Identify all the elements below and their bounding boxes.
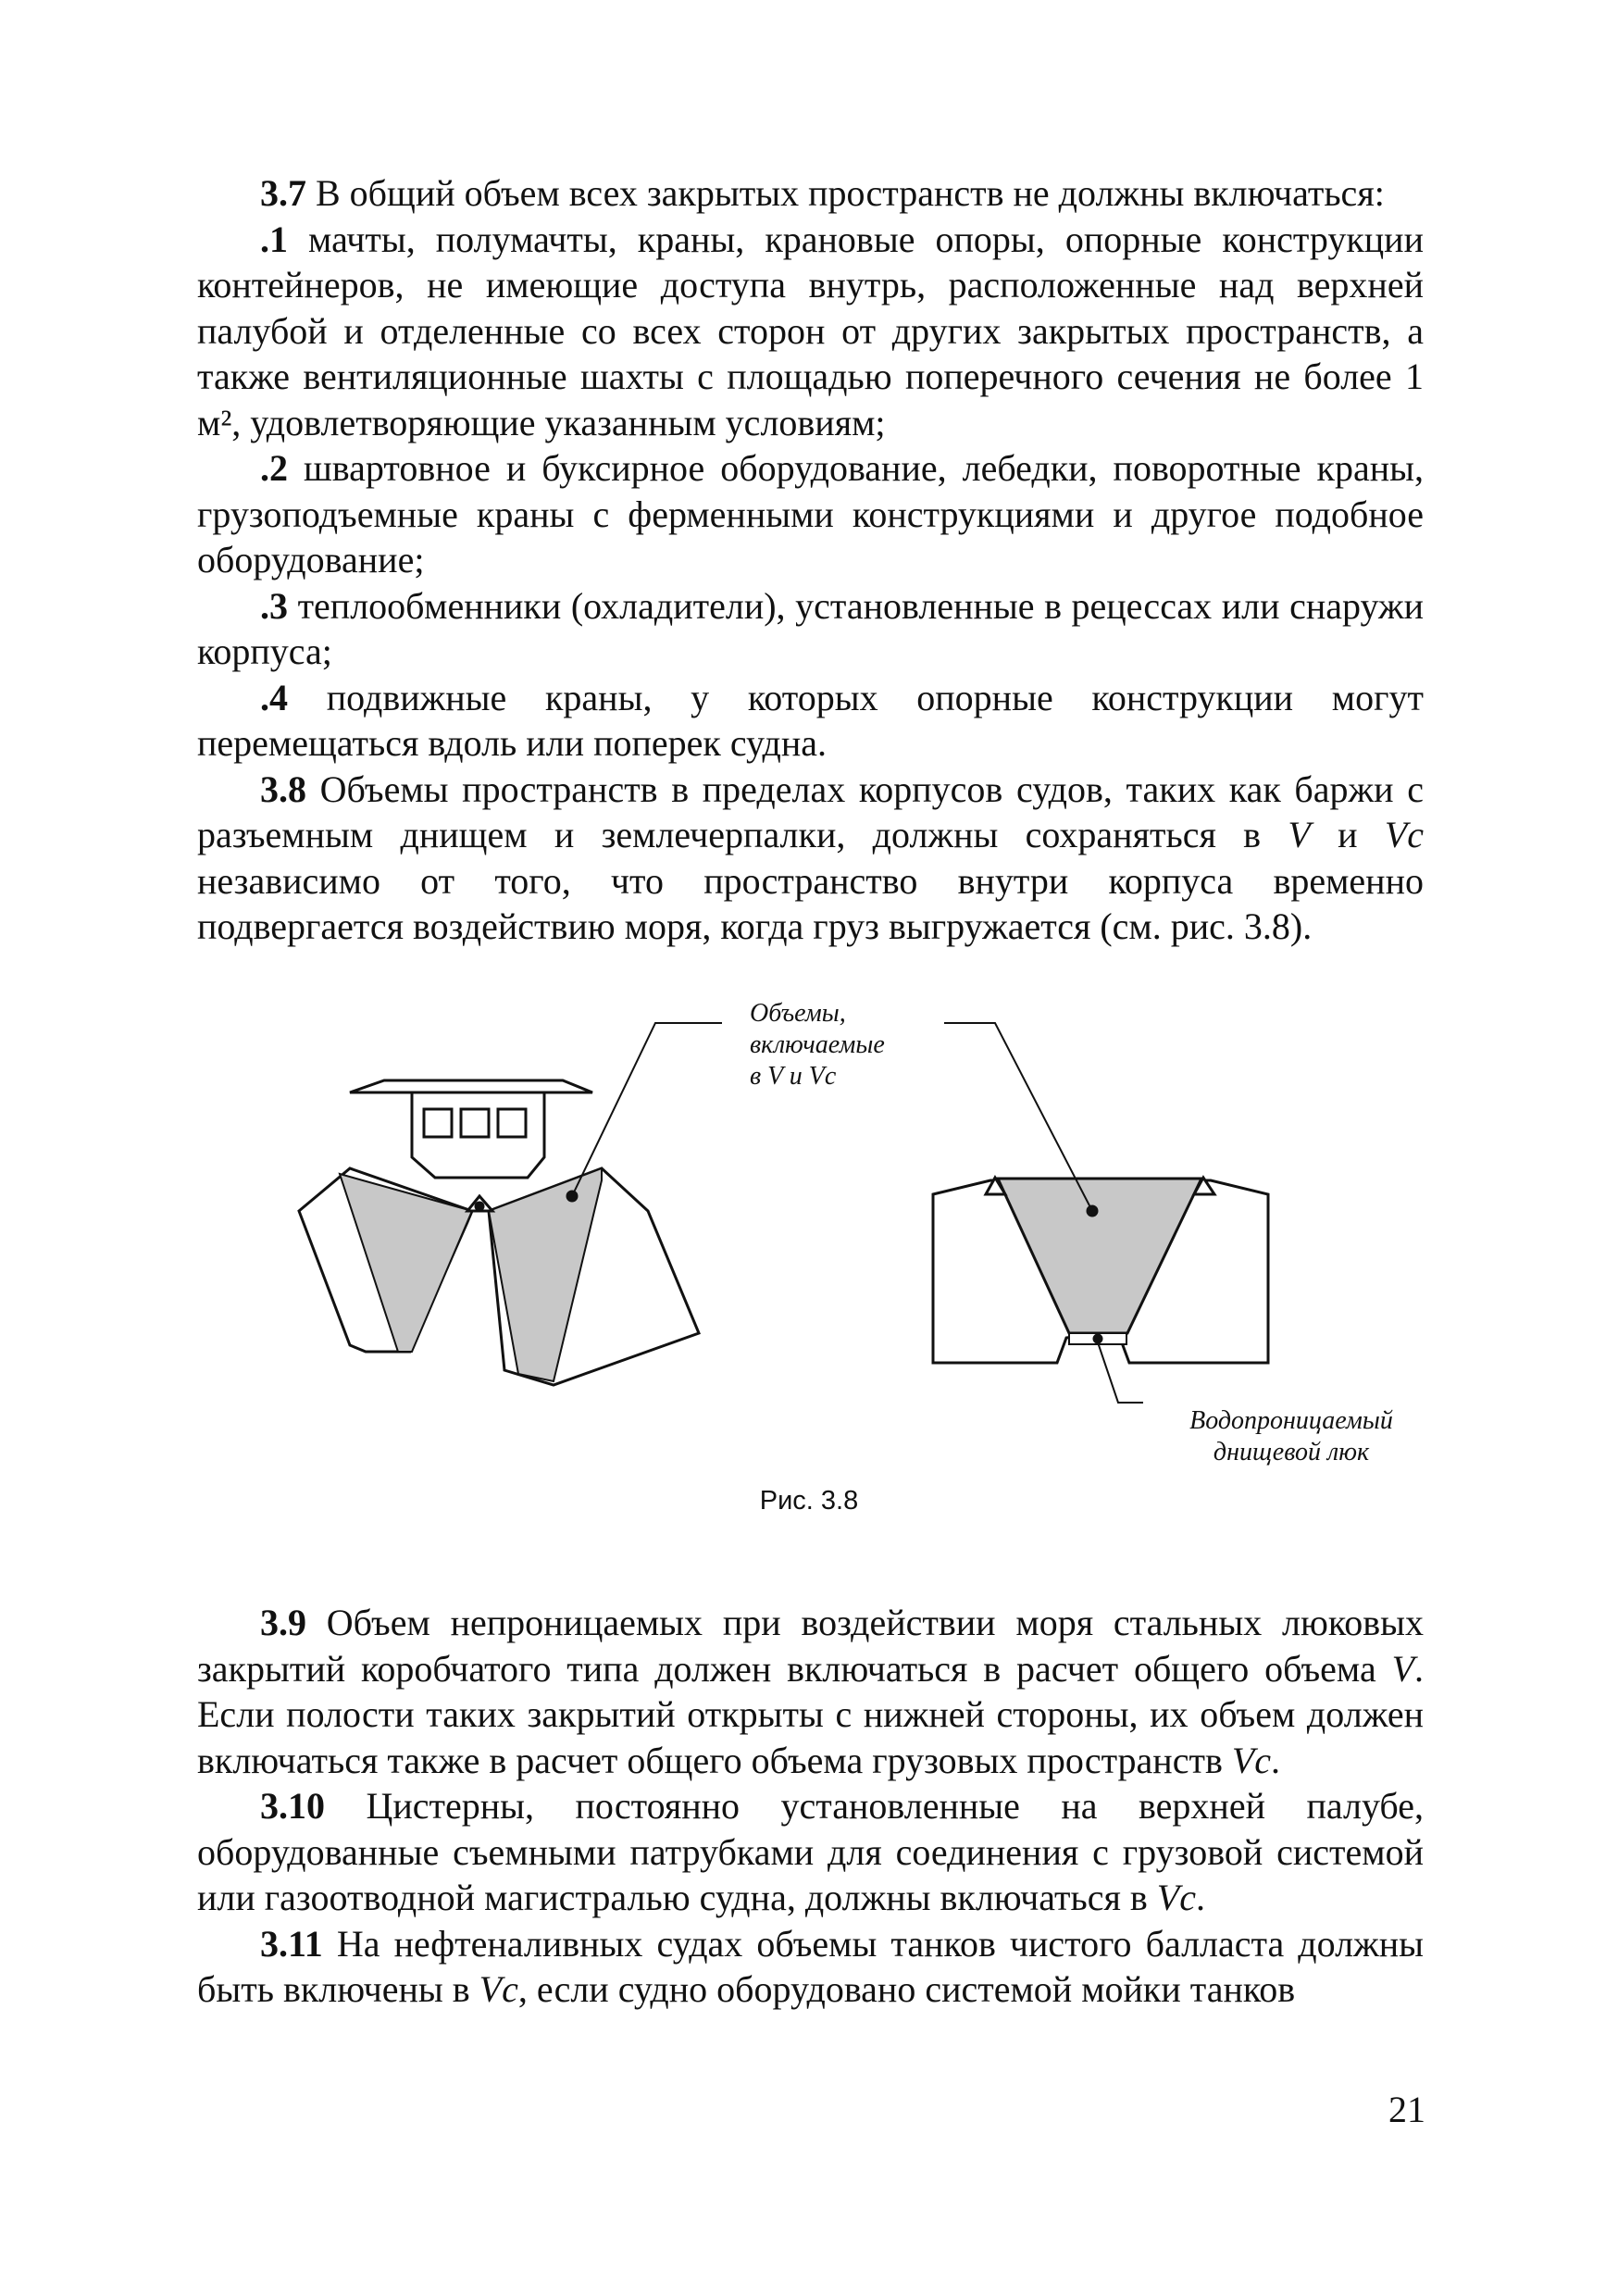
label-volumes: Объемы, включаемые в V и Vc bbox=[750, 999, 885, 1091]
paragraph-3-7: 3.7 В общий объем всех закрытых пространств не должны включаться: bbox=[260, 172, 1385, 214]
figure-3-8 bbox=[241, 981, 1444, 1466]
page-number: 21 bbox=[1388, 2089, 1425, 2130]
text-block-bottom bbox=[197, 1600, 1424, 2013]
left-vessel-drawing bbox=[299, 1023, 722, 1385]
paragraph-3-7-3: .3 теплообменники (охладители), установленные в рецессах или снаружи корпуса; bbox=[197, 584, 1424, 672]
paragraph-3-7-1: .1 мачты, полумачты, краны, крановые опоры, опорные конструкции контейнеров, не имеющие доступа внутрь, расположенные над верхней палубой и отделенные со всех сторон от других закрытых пространств, а также вентиляционные шахты с площадью поперечного сечения не более 1 м², удовлетворяющие указанным условиям; bbox=[197, 218, 1424, 443]
figure-caption: Рис. 3.8 bbox=[759, 1486, 859, 1516]
paragraph-3-8: 3.8 Объемы пространств в пределах корпусов судов, таких как баржи с разъемным днищем и землечерпалки, должны сохраняться в V и Vc независимо от того, что пространство внутри корпуса временно подвергается воздействию моря, когда груз выгружается (см. рис. 3.8). bbox=[197, 767, 1425, 947]
paragraph-3-10: 3.10 Цистерны, постоянно установленные на верхней палубе, оборудованные съемными патрубками для соединения с грузовой системой или газоотводной магистралью судна, должны включаться в Vc. bbox=[197, 1785, 1424, 1918]
paragraph-3-11: 3.11 На нефтеналивных судах объемы танков чистого балласта должны быть включены в Vc, если судно оборудовано системой мойки танков bbox=[197, 1922, 1424, 2010]
paragraph-3-7-4: .4 подвижные краны, у которых опорные конструкции могут перемещаться вдоль или поперек судна. bbox=[197, 676, 1424, 764]
text-block-top bbox=[197, 170, 1424, 950]
paragraph-3-7-2: .2 швартовное и буксирное оборудование, лебедки, поворотные краны, грузоподъемные краны с ферменными конструкциями и другое подобное оборудование; bbox=[197, 447, 1424, 580]
right-vessel-drawing bbox=[933, 1023, 1268, 1403]
label-hatch: Водопроницаемый днищевой люк bbox=[1189, 1406, 1393, 1466]
paragraph-3-9: 3.9 Объем непроницаемых при воздействии моря стальных люковых закрытий коробчатого типа должен включаться в расчет общего объема V. Если полости таких закрытий открыты с нижней стороны, их объем должен включаться также в расчет общего объема грузовых пространств Vc. bbox=[197, 1602, 1424, 1781]
